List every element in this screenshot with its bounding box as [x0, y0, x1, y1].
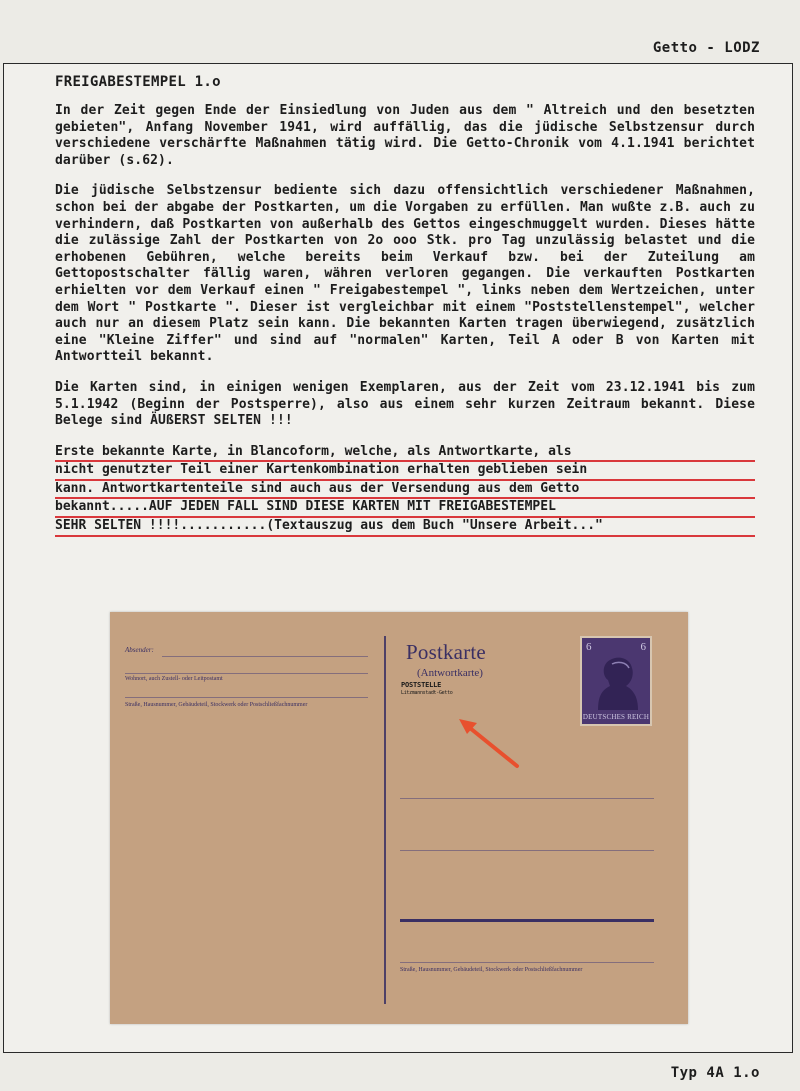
portrait-icon: [588, 652, 644, 710]
destination-underline: [400, 919, 654, 922]
document-title: FREIGABESTEMPEL 1.o: [55, 74, 221, 90]
address-rule: [400, 962, 654, 963]
highlight-line: SEHR SELTEN !!!!...........(Textauszug aus dem Buch "Unsere Arbeit...": [55, 518, 755, 537]
page-header-label: Getto - LODZ: [652, 40, 760, 56]
postcard-title: Postkarte: [406, 640, 486, 664]
highlight-line: nicht genutzter Teil einer Kartenkombination erhalten geblieben sein: [55, 462, 755, 481]
sender-street-hint: Straße, Hausnummer, Gebäudeteil, Stockwerk oder Postschließfachnummer: [125, 702, 308, 708]
stamp-value: 6: [640, 641, 646, 653]
paragraph-1: In der Zeit gegen Ende der Einsiedlung von Juden aus dem " Altreich und den besetzten gebieten", Anfang November 1941, wird auffällig, das die jüdische Selbstzensur durch verschiedene verschärfte Maßnahmen tätig wird. Die Getto-Chronik vom 4.1.1941 berichtet darüber (s.62).: [55, 103, 755, 168]
card-divider: [384, 636, 386, 1004]
paragraph-3: Die Karten sind, in einigen wenigen Exemplaren, aus der Zeit vom 23.12.1941 bis zum 5.1.1942 (Beginn der Postsperre), also aus einem sehr kurzen Zeitraum bekannt. Diese Belege sind ÄUßERST SELTEN !!!: [55, 379, 755, 429]
postcard-subtitle: (Antwortkarte): [417, 667, 483, 679]
address-rule: [400, 798, 654, 799]
highlight-line: bekannt.....AUF JEDEN FALL SIND DIESE KARTEN MIT FREIGABESTEMPEL: [55, 499, 755, 518]
sender-line-hint: Wohnort, auch Zustell- oder Leitpostamt: [125, 676, 223, 682]
cancel-stamp-line: Litzmannstadt-Getto: [401, 690, 453, 696]
page-footer-label: Typ 4A 1.o: [670, 1065, 760, 1081]
paragraph-2: Die jüdische Selbstzensur bediente sich dazu offensichtlich verschiedener Maßnahmen, schon bei der abgabe der Postkarten, um die Vorgaben zu erfüllen. Man wußte z.B. auch zu verhindern, daß Postkarten von außerhalb des Gettos eingeschmuggelt wurden. Dieses hätte die zulässige Zahl der Postkarten von 2o ooo Stk. pro Tag unzulässig belastet und die erhobenen Gebühren, welche bereits beim Verkauf bzw. bei der Zuteilung am Gettopostschalter fällig waren, währen verloren gegangen. Die verkauften Postkarten erhielten vor dem Verkauf einen " Freigabestempel ", links neben dem Wertzeichen, unter dem Wort " Postkarte ". Dieser ist vergleichbar mit einem "Poststellenstempel", welcher auch nur an diesem Platz sein kann. Die bekannten Karten tragen überwiegend, zusätzlich eine "Kleine Ziffer" und sind auf "normalen" Karten, Teil A oder B von Karten mit Antwortteil bekannt.: [55, 183, 755, 365]
address-rule: [125, 697, 368, 698]
release-cancel-stamp: [401, 681, 473, 696]
highlight-line: Erste bekannte Karte, in Blancoform, welche, als Antwortkarte, als: [55, 444, 755, 463]
address-rule: [400, 850, 654, 851]
highlight-line: kann. Antwortkartenteile sind auch aus der Versendung aus dem Getto: [55, 481, 755, 500]
address-rule: [125, 673, 368, 674]
recipient-street-hint: Straße, Hausnummer, Gebäudeteil, Stockwerk oder Postschließfachnummer: [400, 967, 583, 973]
postcard-image: [110, 612, 688, 1024]
document-body: [55, 74, 755, 537]
cancel-stamp-line: POSTSTELLE: [401, 681, 442, 689]
sender-label: Absender:: [125, 646, 154, 654]
postage-stamp: [580, 636, 652, 726]
address-rule: [162, 656, 368, 657]
red-arrow-icon: [455, 712, 525, 772]
highlighted-quote: [55, 444, 755, 537]
stamp-value: 6: [586, 641, 592, 653]
stamp-country: DEUTSCHES REICH: [582, 713, 650, 721]
